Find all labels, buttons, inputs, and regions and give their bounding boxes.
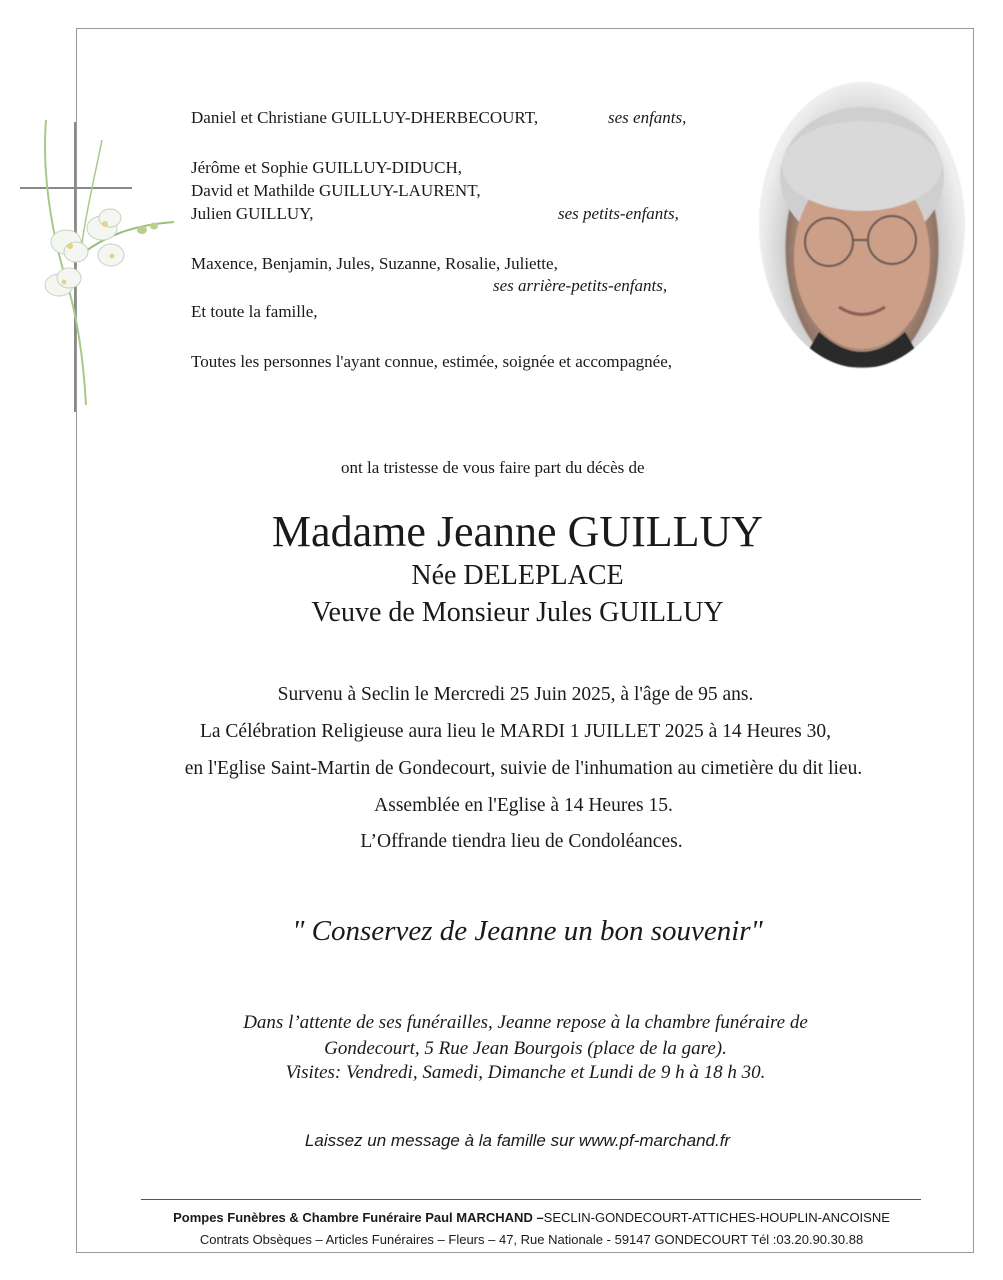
detail-line-4: Assemblée en l'Eglise à 14 Heures 15. <box>374 795 673 816</box>
footer-divider <box>141 1199 921 1200</box>
message-link[interactable]: Laissez un message à la famille sur www.pf-marchand.fr <box>304 1131 731 1150</box>
family-children-names: Daniel et Christiane GUILLUY-DHERBECOURT, <box>191 108 539 127</box>
grandchild-line-2: David et Mathilde GUILLUY-LAURENT, <box>191 181 481 200</box>
announcement: ont la tristesse de vous faire part du décès de <box>341 458 645 477</box>
widow-line: Veuve de Monsieur Jules GUILLUY <box>311 597 724 628</box>
family-children-role: ses enfants, <box>608 108 687 127</box>
waiting-line-2: Gondecourt, 5 Rue Jean Bourgois (place de la gare). <box>324 1038 727 1059</box>
portrait-photo <box>759 82 965 368</box>
great-grandchildren-role: ses arrière-petits-enfants, <box>493 276 668 295</box>
grandchildren-role: ses petits-enfants, <box>558 204 679 223</box>
footer-company-name: Pompes Funèbres & Chambre Funéraire Paul MARCHAND – <box>173 1210 544 1225</box>
detail-line-1: Survenu à Seclin le Mercredi 25 Juin 2025, à l'âge de 95 ans. <box>277 684 754 705</box>
grandchild-line-1: Jérôme et Sophie GUILLUY-DIDUCH, <box>191 158 463 177</box>
great-grandchildren-names: Maxence, Benjamin, Jules, Suzanne, Rosalie, Juliette, <box>191 254 558 273</box>
footer-company-towns: SECLIN-GONDECOURT-ATTICHES-HOUPLIN-ANCOISNE <box>543 1210 890 1225</box>
waiting-line-1: Dans l’attente de ses funérailles, Jeanne repose à la chambre funéraire de <box>243 1012 808 1033</box>
footer-company <box>30 1210 1003 1225</box>
whole-family: Et toute la famille, <box>191 302 318 321</box>
waiting-line-3: Visites: Vendredi, Samedi, Dimanche et Lundi de 9 h à 18 h 30. <box>285 1062 766 1083</box>
detail-line-5: L’Offrande tiendra lieu de Condoléances. <box>360 831 683 852</box>
grandchild-line-3: Julien GUILLUY, <box>191 204 314 223</box>
deceased-name: Madame Jeanne GUILLUY <box>271 507 764 556</box>
detail-line-2: La Célébration Religieuse aura lieu le MARDI 1 JUILLET 2025 à 14 Heures 30, <box>199 721 832 742</box>
others-line: Toutes les personnes l'ayant connue, estimée, soignée et accompagnée, <box>191 352 673 371</box>
cross-orchid-icon <box>14 110 184 420</box>
detail-line-3: en l'Eglise Saint-Martin de Gondecourt, suivie de l'inhumation au cimetière du dit lieu. <box>184 758 863 779</box>
remembrance-quote: " Conservez de Jeanne un bon souvenir" <box>292 915 763 947</box>
footer-services: Contrats Obsèques – Articles Funéraires – Fleurs – 47, Rue Nationale - 59147 GONDECOURT Tél :03.20.90.30.88 <box>199 1232 864 1247</box>
maiden-name: Née DELEPLACE <box>411 560 624 591</box>
